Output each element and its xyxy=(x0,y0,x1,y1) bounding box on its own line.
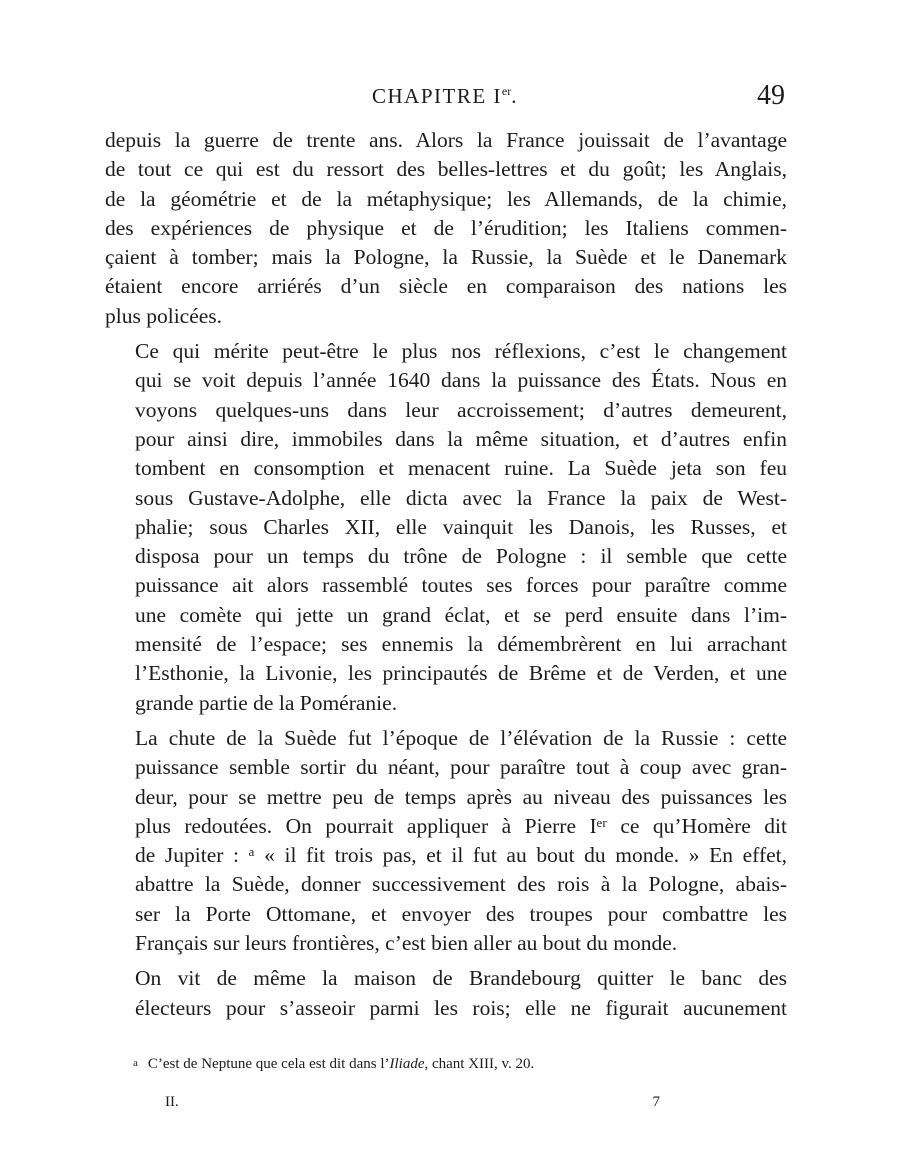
text-line: phalie; sous Charles XII, elle vainquit les Danois, les Russes, et xyxy=(135,514,787,539)
text-line: deur, pour se mettre peu de temps après au niveau des puissances les xyxy=(135,784,787,809)
text-line: La chute de la Suède fut l’époque de l’élévation de la Russie : cette xyxy=(135,725,787,750)
text-line: des expériences de physique et de l’érudition; les Italiens commen- xyxy=(105,215,787,240)
body-text xyxy=(105,126,787,1023)
footnote-text: C’est de Neptune que cela est dit dans l’ xyxy=(147,1056,390,1072)
footnote xyxy=(133,1056,753,1073)
footnote-text-end: chant XIII, v. 20. xyxy=(428,1056,535,1072)
paragraph-3 xyxy=(105,724,787,958)
text-line: puissance ait alors rassemblé toutes ses forces pour paraître comme xyxy=(135,573,787,598)
footnote-title: Iliade, xyxy=(389,1056,429,1072)
text-line: une comète qui jette un grand éclat, et se perd ensuite dans l’im- xyxy=(135,602,787,627)
text-line: mensité de l’espace; ses ennemis la démembrèrent en lui arrachant xyxy=(135,632,787,657)
running-header xyxy=(105,80,785,124)
paragraph-4 xyxy=(105,964,787,1023)
text-line: voyons quelques-uns dans leur accroissement; d’autres demeurent, xyxy=(135,397,787,422)
text-line: Français sur leurs frontières, c’est bien aller au bout du monde. xyxy=(135,931,678,956)
chapter-title-text: CHAPITRE I xyxy=(372,84,502,108)
text-line: tombent en consomption et menacent ruine. La Suède jeta son feu xyxy=(135,456,787,481)
text-line: depuis la guerre de trente ans. Alors la France jouissait de l’avantage xyxy=(105,128,787,152)
text-line: sous Gustave-Adolphe, elle dicta avec la France la paix de West- xyxy=(135,485,787,510)
volume-mark: II. xyxy=(165,1094,179,1110)
text-line: ser la Porte Ottomane, et envoyer des troupes pour combattre les xyxy=(135,901,787,926)
text-line: de Jupiter : ᵃ « il fit trois pas, et il fut au bout du monde. » En effet, xyxy=(135,843,787,868)
chapter-title-period: . xyxy=(511,84,518,108)
chapter-title xyxy=(105,84,785,109)
text-line: de tout ce qui est du ressort des belles-lettres et du goût; les Anglais, xyxy=(105,157,787,182)
text-line: puissance semble sortir du néant, pour paraître tout à coup avec gran- xyxy=(135,755,787,780)
text-line: étaient encore arriérés d’un siècle en comparaison des nations les xyxy=(105,274,787,299)
text-line: l’Esthonie, la Livonie, les principautés de Brême et de Verden, et une xyxy=(135,661,787,686)
text-line: On vit de même la maison de Brandebourg quitter le banc des xyxy=(135,966,787,991)
paragraph-2 xyxy=(105,337,787,718)
paragraph-1 xyxy=(105,126,787,331)
text-line: qui se voit depuis l’année 1640 dans la puissance des États. Nous en xyxy=(135,368,787,393)
text-line: çaient à tomber; mais la Pologne, la Russie, la Suède et le Danemark xyxy=(105,245,787,270)
text-line: abattre la Suède, donner successivement des rois à la Pologne, abais- xyxy=(135,872,787,897)
text-line: plus redoutées. On pourrait appliquer à Pierre Iᵉʳ ce qu’Homère dit xyxy=(135,813,787,838)
footnote-mark: a xyxy=(133,1057,138,1069)
page-number: 49 xyxy=(757,80,785,111)
text-line: disposa pour un temps du trône de Pologne : il semble que cette xyxy=(135,544,787,569)
signature-mark: 7 xyxy=(652,1094,660,1110)
text-line: grande partie de la Poméranie. xyxy=(135,690,398,715)
text-line: pour ainsi dire, immobiles dans la même situation, et d’autres enfin xyxy=(135,426,787,451)
text-line: électeurs pour s’asseoir parmi les rois; elle ne figurait aucunement xyxy=(135,995,787,1020)
text-line: de la géométrie et de la métaphysique; les Allemands, de la chimie, xyxy=(105,186,787,211)
text-line: plus policées. xyxy=(105,303,223,328)
text-line: Ce qui mérite peut-être le plus nos réflexions, c’est le changement xyxy=(135,339,787,364)
chapter-title-superscript: er xyxy=(501,84,512,98)
